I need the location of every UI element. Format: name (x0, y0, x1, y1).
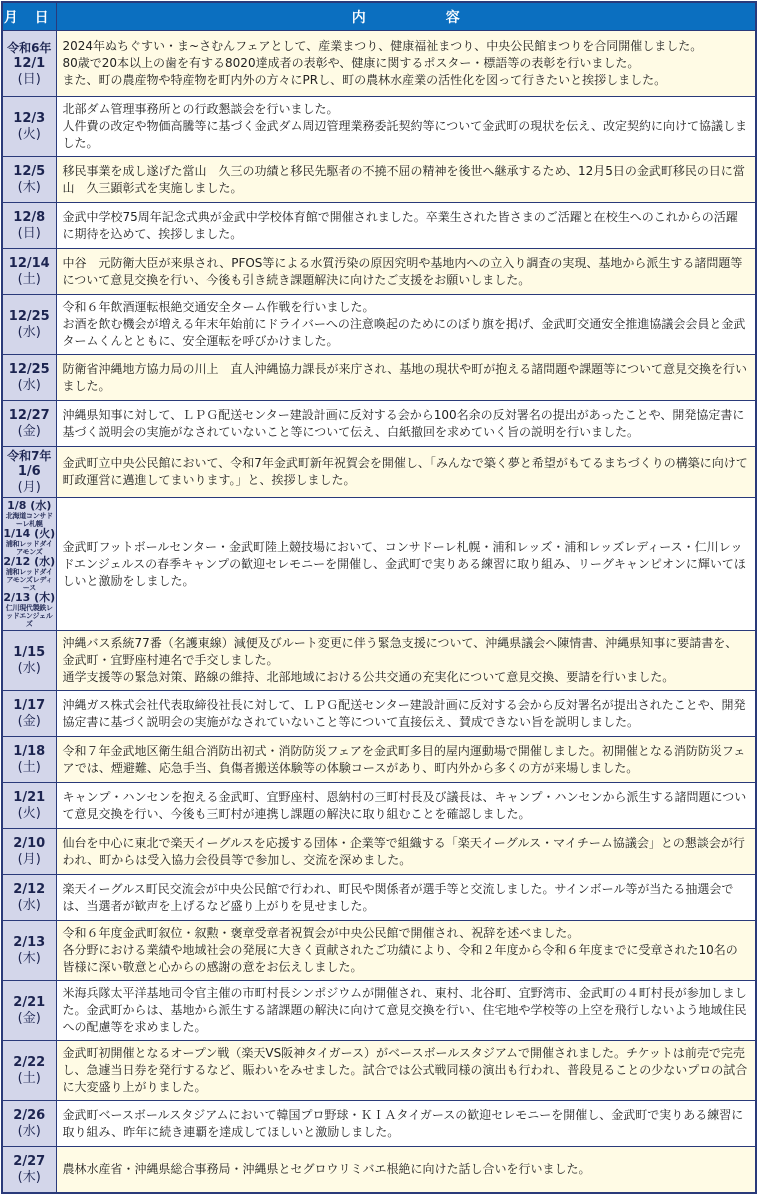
content-line: 沖縄県知事に対して、ＬＰＧ配送センター建設計画に反対する会から100名余の反対署名の提出があったことや、開発協定書に基づく説明会の実施がなされていないこと等について伝え、白紙撤回を求めていく旨の説明を行いました。 (62, 407, 745, 439)
weekday-label: (水) (17, 1124, 41, 1139)
content-line: 令和７年金武地区衛生組合消防出初式・消防防災フェアを金武町多目的屋内運動場で開催しました。初開催となる消防防災フェアでは、煙避難、応急手当、負傷者搬送体験等の体験コースがあり、町内外から多くの方が来場しました。 (62, 743, 746, 775)
table-row (2, 1101, 756, 1147)
table-row (2, 157, 756, 203)
weekday-label: (土) (17, 1071, 41, 1086)
team-label: 浦和レッドダイアモンズレディース (5, 568, 53, 592)
content-line: また、町の農産物や特産物を町内外の方々にPRし、町の農林水産業の活性化を図って行きたいと挨拶しました。 (62, 73, 667, 87)
table-row (2, 737, 756, 783)
date-label: 1/6 (17, 464, 41, 479)
content-line: 金武町フットボールセンター・金武町陸上競技場において、コンサドーレ札幌・浦和レッズ・浦和レッズレディース・仁川レッドエンジェルスの春季キャンプの歓迎セレモニーを開催し、金武町で実りある練習に取り組み、リーグキャンピオンに輝いてほしいと激励をしました。 (62, 539, 746, 588)
content-line: 2024年ぬちぐすい・ま~さむんフェアとして、産業まつり、健康福祉まつり、中央公民館まつりを合同開催しました。 (62, 39, 703, 53)
content-cell (56, 981, 756, 1041)
content-cell (56, 203, 756, 249)
table-row (2, 97, 756, 157)
date-cell (2, 631, 56, 691)
content-cell (56, 737, 756, 783)
table-row (2, 875, 756, 921)
table-row (2, 249, 756, 295)
table-row (2, 981, 756, 1041)
header-date: 月 日 (2, 2, 56, 31)
weekday-label: (金) (17, 1011, 41, 1026)
weekday-label: (日) (17, 226, 41, 241)
table-row (2, 1041, 756, 1101)
date-cell (2, 157, 56, 203)
table-row (2, 295, 756, 355)
content-line: 金武町立中央公民館において、令和7年金武町新年祝賀会を開催し、「みんなで築く夢と希望がもてるまちづくりの構築に向けて町政運営に邁進してまいります。」と、挨拶しました。 (62, 456, 748, 487)
content-line: 北部ダム管理事務所との行政懇談会を行いました。 (62, 102, 339, 116)
date-cell (2, 921, 56, 981)
table-row (2, 447, 756, 498)
content-line: 沖縄バス系統77番（名護東線）減便及びルート変更に伴う緊急支援について、沖縄県議会へ陳情書、沖縄県知事に要請書を、金武町・宜野座村連名で手交しました。 (62, 636, 738, 667)
content-cell (56, 875, 756, 921)
team-label: 北海道コンサドーレ札幌 (5, 512, 53, 528)
content-cell (56, 498, 756, 631)
date-label: 12/14 (8, 256, 50, 271)
content-line: お酒を飲む機会が増える年末年始前にドライバーへの注意喚起のためにのぼり旗を掲げ、金武町交通安全推進協議会会員と金武タームくんとともに、安全運転を呼びかけました。 (62, 317, 746, 348)
header-content-right: 容 (445, 9, 460, 26)
content-cell (56, 1147, 756, 1193)
date-label: 1/15 (13, 645, 46, 660)
content-cell (56, 691, 756, 737)
content-line: 仙台を中心に東北で楽天イーグルスを応援する団体・企業等で組織する「楽天イーグルス・マイチーム協議会」との懇談会が行われ、町からは受入協力会役員等で参加し、交流を深めました。 (62, 835, 745, 867)
date-label: 12/8 (13, 210, 46, 225)
date-cell (2, 355, 56, 401)
team-label: 浦和レッドダイアモンズ (5, 540, 53, 556)
date-label: 2/26 (13, 1108, 46, 1123)
content-cell (56, 31, 756, 97)
table-row (2, 921, 756, 981)
date-label: 12/25 (8, 309, 50, 324)
date-label: 12/27 (8, 408, 50, 423)
content-line: 人件費の改定や物価高騰等に基づく金武ダム周辺管理業務委託契約等について金武町の現状を伝え、改定契約に向けて協議しました。 (62, 119, 747, 150)
date-label: 12/1 (13, 55, 46, 71)
date-cell (2, 97, 56, 157)
content-cell (56, 631, 756, 691)
date-cell (2, 981, 56, 1041)
content-cell (56, 249, 756, 295)
table-row (2, 355, 756, 401)
date-label: 2/12 (水) (3, 555, 56, 568)
table-row (2, 631, 756, 691)
content-line: 令和６年度金武町叙位・叙勲・褒章受章者祝賀会が中央公民館で開催され、祝辞を述べました。 (62, 926, 580, 940)
weekday-label: (日) (17, 71, 41, 87)
date-cell (2, 401, 56, 447)
content-cell (56, 1101, 756, 1147)
table-row (2, 691, 756, 737)
date-cell (2, 249, 56, 295)
weekday-label: (水) (17, 325, 41, 340)
table-row (2, 1147, 756, 1193)
date-cell (2, 1041, 56, 1101)
date-label: 2/12 (13, 882, 46, 897)
weekday-label: (火) (17, 127, 41, 142)
date-cell (2, 691, 56, 737)
date-cell (2, 1101, 56, 1147)
content-line: 防衛省沖縄地方協力局の川上 直人沖縄協力課長が来庁され、基地の現状や町が抱える諸問題や課題等について意見交換を行いました。 (62, 361, 747, 393)
content-line: 沖縄ガス株式会社代表取締役社長に対して、ＬＰＧ配送センター建設計画に反対する会から反対署名が提出されたことや、開発協定書に基づく説明会の実施がなされていないこと等について直接伝え、賛成できない旨を説明しました。 (62, 697, 746, 729)
weekday-label: (金) (17, 424, 41, 439)
table-header-row (2, 2, 756, 31)
content-line: 80歳で20本以上の歯を有する8020達成者の表彰や、健康に関するポスター・標語等の表彰を行いました。 (62, 56, 640, 70)
date-label: 12/3 (13, 111, 46, 126)
date-cell (2, 1147, 56, 1193)
content-line: 中谷 元防衛大臣が来県され、PFOS等による水質汚染の原因究明や基地内への立入り調査の実現、基地から派生する諸問題等について意見交換を行い、今後も引き続き課題解決に向けたご支援をお願いしました。 (62, 255, 743, 287)
date-label: 12/25 (8, 362, 50, 377)
table-row (2, 829, 756, 875)
date-cell (2, 295, 56, 355)
date-cell (2, 875, 56, 921)
date-label: 2/10 (13, 836, 46, 851)
date-label: 12/5 (13, 164, 46, 179)
table-row (2, 31, 756, 97)
date-cell (2, 783, 56, 829)
table-row (2, 401, 756, 447)
header-content (56, 2, 756, 31)
date-label: 2/13 (木) (3, 591, 56, 604)
date-label: 2/27 (13, 1153, 46, 1169)
content-line: 米海兵隊太平洋基地司令官主催の市町村長シンポジウムが開催され、東村、北谷町、宜野湾市、金武町の４町村長が参加しました。金武町からは、基地から派生する諸課題の解決に向けて意見交換を行い、住宅地や学校等の上空を飛行しないよう地域住民への配慮等を求めました。 (62, 986, 747, 1034)
weekday-label: (水) (17, 661, 41, 676)
content-cell (56, 157, 756, 203)
content-line: 通学支援等の緊急対策、路線の維持、北部地域における公共交通の充実化について意見交換、要請を行いました。 (62, 670, 675, 684)
table-row (2, 498, 756, 631)
weekday-label: (木) (17, 1169, 41, 1185)
schedule-rows (2, 31, 756, 1193)
date-cell (2, 203, 56, 249)
date-label: 1/18 (13, 744, 46, 759)
content-cell (56, 447, 756, 498)
weekday-label: (月) (17, 852, 41, 867)
date-label: 2/13 (13, 935, 46, 950)
content-line: 各分野における業績や地域社会の発展に大きく貢献されたご功績により、令和２年度から令和６年度までに受章された10名の皆様に深い敬意と心からの感謝の意をお伝えしました。 (62, 943, 738, 974)
content-cell (56, 401, 756, 447)
weekday-label: (土) (17, 272, 41, 287)
weekday-label: (水) (17, 378, 41, 393)
content-cell (56, 1041, 756, 1101)
date-cell (2, 737, 56, 783)
header-content-left: 内 (351, 9, 366, 26)
weekday-label: (火) (17, 806, 41, 821)
date-label: 2/22 (13, 1055, 46, 1070)
date-label: 1/21 (13, 790, 46, 805)
content-line: 金武中学校75周年記念式典が金武中学校体育館で開催されました。卒業生された皆さまのご活躍と在校生へのこれからの活躍に期待を込めて、挨拶しました。 (62, 209, 738, 241)
era-label: 令和6年 (7, 40, 52, 55)
era-label: 令和7年 (7, 449, 52, 463)
weekday-label: (木) (17, 951, 41, 966)
content-cell (56, 829, 756, 875)
content-cell (56, 97, 756, 157)
schedule-table (1, 1, 757, 1194)
table-row (2, 783, 756, 829)
content-cell (56, 295, 756, 355)
date-cell (2, 498, 56, 631)
content-line: キャンプ・ハンセンを抱える金武町、宜野座村、恩納村の三町村長及び議長は、キャンプ・ハンセンから派生する諸問題について意見交換を行い、今後も三町村が連携し課題の解決に取り組むことを確認しました。 (62, 789, 747, 821)
content-line: 農林水産省・沖縄県総合事務局・沖縄県とセグロウリミバエ根絶に向けた話し合いを行いました。 (62, 1161, 591, 1176)
content-line: 移民事業を成し遂げた當山 久三の功績と移民先駆者の不撓不屈の精神を後世へ継承するため、12月5日の金武町移民の日に當山 久三顕彰式を実施しました。 (62, 163, 745, 195)
weekday-label: (水) (17, 898, 41, 913)
content-line: 令和６年飲酒運転根絶交通安全ターム作戦を行いました。 (62, 300, 375, 314)
content-line: 金武町初開催となるオープン戦（楽天VS阪神タイガース）がベースボールスタジアムで開催されました。チケットは前売で完売し、急遽当日券を発行するなど、賑わいをみせました。試合では公式戦同様の演出も行われ、普段見ることの少ないプロの試合に大変盛り上がりました。 (62, 1046, 748, 1094)
weekday-label: (土) (17, 760, 41, 775)
content-cell (56, 921, 756, 981)
weekday-label: (金) (17, 714, 41, 729)
table-row (2, 203, 756, 249)
content-cell (56, 355, 756, 401)
date-label: 1/8 (水) (7, 499, 52, 512)
date-cell (2, 31, 56, 97)
date-label: 1/14 (火) (3, 527, 56, 540)
team-label: 仁川現代製鉄レッドエンジェルズ (5, 604, 53, 628)
weekday-label: (木) (17, 180, 41, 195)
date-cell (2, 829, 56, 875)
date-label: 2/21 (13, 995, 46, 1010)
content-cell (56, 783, 756, 829)
date-cell (2, 447, 56, 498)
content-line: 金武町ベースボールスタジアムにおいて韓国プロ野球・ＫＩＡタイガースの歓迎セレモニーを開催し、金武町で実りある練習に取り組み、昨年に続き連覇を達成してほしいと激励しました。 (62, 1107, 744, 1139)
date-label: 1/17 (13, 698, 46, 713)
weekday-label: (月) (17, 480, 41, 495)
content-line: 楽天イーグルス町民交流会が中央公民館で行われ、町民や関係者が選手等と交流しました。サインボール等が当たる抽選会では、当選者が歓声を上げるなど盛り上がりを見せました。 (62, 881, 734, 913)
